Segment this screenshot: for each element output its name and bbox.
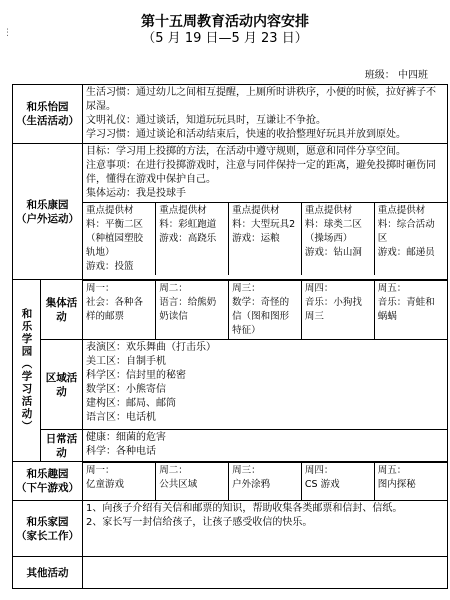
outdoor-goal: 目标：学习用上投掷的方法，在活动中遵守规则，愿意和同伴分享空间。 bbox=[86, 146, 406, 157]
row-family bbox=[13, 501, 448, 557]
family-content bbox=[83, 501, 448, 557]
area-line: 建构区：邮局、邮筒 bbox=[86, 398, 176, 409]
row-study-daily bbox=[13, 430, 448, 462]
outdoor-area: 重点提供材料：平衡二区（种植园塑胶轨地） 游戏：投篮 bbox=[83, 203, 156, 276]
outdoor-content bbox=[83, 144, 448, 280]
game-content bbox=[83, 462, 448, 501]
other-content bbox=[83, 557, 448, 589]
collective-day: 周五： 音乐：青蛙和蜗蜗 bbox=[374, 281, 447, 340]
page-title: 第十五周教育活动内容安排 bbox=[141, 14, 309, 30]
collective-day: 周一： 社会：各种各样的邮票 bbox=[83, 281, 156, 340]
row-life bbox=[13, 85, 448, 144]
outdoor-area: 重点提供材料：大型玩具2 游戏：运粮 bbox=[229, 203, 302, 276]
life-line: 文明礼仪：通过谈话，知道玩玩具时，互谦让不争抢。 bbox=[86, 115, 326, 126]
family-line: 1、向孩子介绍有关信和邮票的知识，帮助收集各类邮票和信封、信纸。 bbox=[86, 503, 403, 514]
collective-day: 周二： 语言：给熊奶奶读信 bbox=[156, 281, 229, 340]
outdoor-area: 重点提供材料：球类二区（操场西） 游戏：钻山洞 bbox=[301, 203, 374, 276]
daily-line: 健康：细菌的危害 bbox=[86, 432, 166, 443]
life-line: 学习习惯：通过谈论和活动结束后，快速的收拾整理好玩具并放到原处。 bbox=[86, 129, 406, 140]
daily-line: 科学：各种电话 bbox=[86, 446, 156, 457]
daily-label: 日常活动 bbox=[41, 430, 83, 462]
game-day: 周二： 公共区域 bbox=[156, 463, 229, 501]
collective-day: 周三： 数学：奇怪的信（图和图形特征） bbox=[229, 281, 302, 340]
game-day: 周三： 户外涂鸦 bbox=[229, 463, 302, 501]
collective-label: 集体活动 bbox=[41, 280, 83, 340]
row-game bbox=[13, 462, 448, 501]
area-line: 科学区：信封里的秘密 bbox=[86, 370, 186, 381]
family-line: 2、家长写一封信给孩子，让孩子感受收信的快乐。 bbox=[86, 517, 313, 528]
life-label: 和乐怡园 （生活活动） bbox=[13, 85, 83, 144]
date-range: （5 月 19 日—5 月 23 日） bbox=[142, 31, 308, 46]
outdoor-collective: 集体运动：我是投球手 bbox=[86, 188, 186, 199]
game-label: 和乐趣园 （下午游戏） bbox=[13, 462, 83, 501]
outdoor-label: 和乐康园 （户外运动） bbox=[13, 144, 83, 280]
area-content bbox=[83, 340, 448, 430]
row-study-area bbox=[13, 340, 448, 430]
outdoor-caution: 注意事项：在进行投掷游戏时，注意与同伴保持一定的距离，避免投掷时砸伤同伴，懂得在游戏中保护自己。 bbox=[86, 160, 436, 185]
row-outdoor bbox=[13, 144, 448, 280]
schedule-table bbox=[12, 84, 448, 589]
area-line: 表演区：欢乐舞曲（打击乐） bbox=[86, 342, 216, 353]
area-line: 语言区：电话机 bbox=[86, 412, 156, 423]
game-day: 周五： 图内探秘 bbox=[374, 463, 447, 501]
daily-content bbox=[83, 430, 448, 462]
collective-day: 周四： 音乐：小狗找周三 bbox=[301, 281, 374, 340]
game-day: 周一： 亿童游戏 bbox=[83, 463, 156, 501]
collective-content bbox=[83, 280, 448, 340]
outdoor-areas bbox=[83, 202, 447, 275]
area-line: 美工区：自制手机 bbox=[86, 356, 166, 367]
life-content bbox=[83, 85, 448, 144]
row-other bbox=[13, 557, 448, 589]
row-study-collective bbox=[13, 280, 448, 340]
outdoor-area: 重点提供材料：综合活动区 游戏：邮递员 bbox=[374, 203, 447, 276]
study-label: 和乐学园（学习活动） bbox=[13, 280, 41, 462]
other-label: 其他活动 bbox=[13, 557, 83, 589]
area-line: 数学区：小熊寄信 bbox=[86, 384, 166, 395]
life-line: 生活习惯：通过幼儿之间相互提醒，上厕所时讲秩序，小便的时候，拉好裤子不尿湿。 bbox=[86, 87, 436, 112]
outdoor-area: 重点提供材料：彩虹跑道 游戏：高跷乐 bbox=[156, 203, 229, 276]
class-label: 班级： 中四班 bbox=[364, 70, 428, 81]
family-label: 和乐家园 （家长工作） bbox=[13, 501, 83, 557]
paragraph-marker-icon: ⋮ bbox=[3, 28, 12, 38]
area-label: 区域活动 bbox=[41, 340, 83, 430]
game-day: 周四： CS 游戏 bbox=[301, 463, 374, 501]
